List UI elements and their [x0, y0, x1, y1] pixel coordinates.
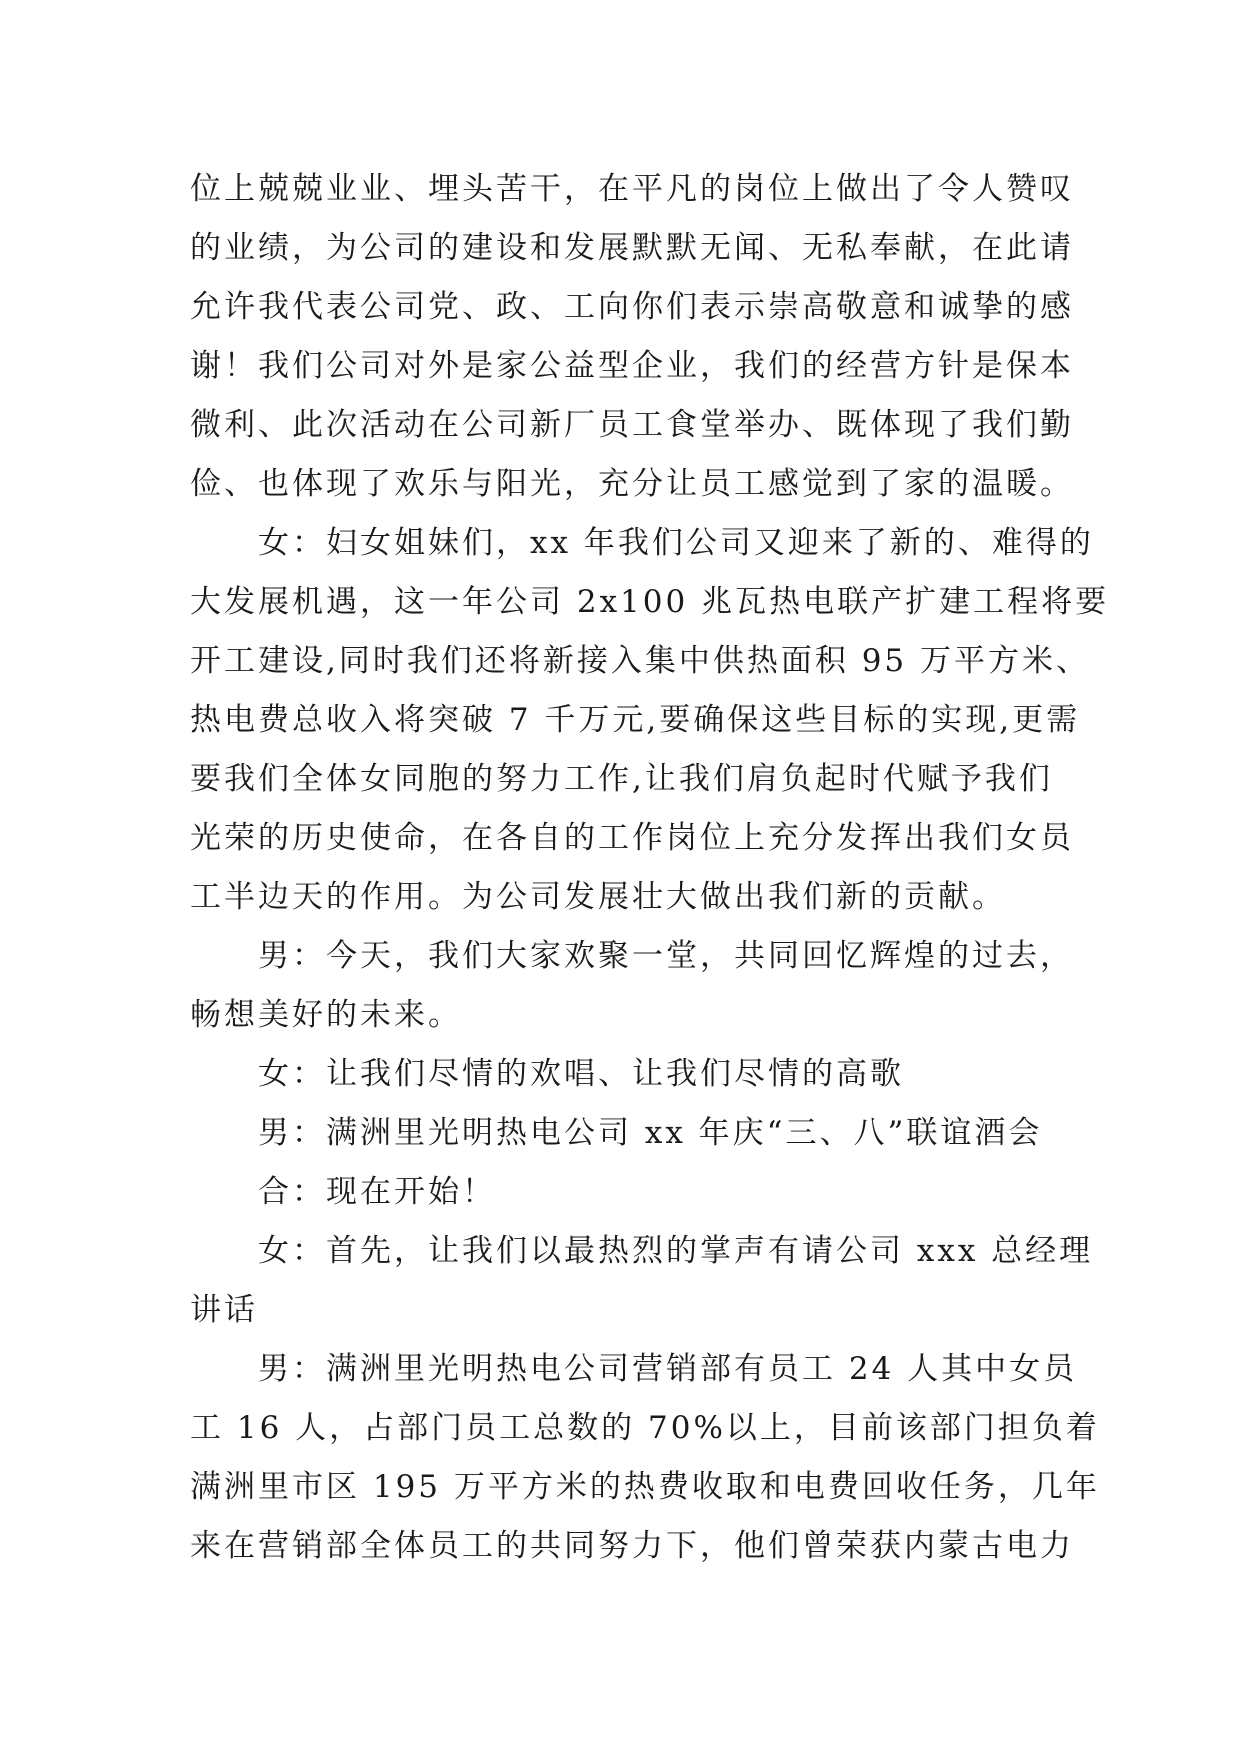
- text-line: 的业绩，为公司的建设和发展默默无闻、无私奉献，在此请: [190, 230, 1074, 266]
- text-line: 合：现在开始！: [258, 1174, 496, 1210]
- text-line: 要我们全体女同胞的努力工作,让我们肩负起时代赋予我们: [190, 761, 1053, 797]
- text-line: 光荣的历史使命，在各自的工作岗位上充分发挥出我们女员: [190, 820, 1074, 856]
- text-line: 女：让我们尽情的欢唱、让我们尽情的高歌: [258, 1056, 904, 1092]
- text-line: 热电费总收入将突破 7 千万元,要确保这些目标的实现,更需: [190, 702, 1081, 738]
- text-line: 微利、此次活动在公司新厂员工食堂举办、既体现了我们勤: [190, 407, 1074, 443]
- text-line: 位上兢兢业业、埋头苦干，在平凡的岗位上做出了令人赞叹: [190, 171, 1074, 207]
- document-body: [190, 160, 1110, 1576]
- text-line: 俭、也体现了欢乐与阳光，充分让员工感觉到了家的温暖。: [190, 466, 1074, 502]
- text-line: 男：满洲里光明热电公司 xx 年庆“三、八”联谊酒会: [258, 1115, 1043, 1151]
- text-line: 工 16 人，占部门员工总数的 70%以上，目前该部门担负着: [190, 1410, 1100, 1446]
- text-line: 女：妇女姐妹们，xx 年我们公司又迎来了新的、难得的: [258, 525, 1094, 561]
- text-line: 满洲里市区 195 万平方米的热费收取和电费回收任务，几年: [190, 1469, 1100, 1505]
- text-line: 允许我代表公司党、政、工向你们表示崇高敬意和诚挚的感: [190, 289, 1074, 325]
- text-line: 大发展机遇，这一年公司 2x100 兆瓦热电联产扩建工程将要: [190, 584, 1110, 620]
- text-line: 畅想美好的未来。: [190, 997, 462, 1033]
- text-line: 来在营销部全体员工的共同努力下，他们曾荣获内蒙古电力: [190, 1528, 1074, 1564]
- text-line: 女：首先，让我们以最热烈的掌声有请公司 xxx 总经理: [258, 1233, 1094, 1269]
- text-line: 工半边天的作用。为公司发展壮大做出我们新的贡献。: [190, 879, 1006, 915]
- text-line: 谢！我们公司对外是家公益型企业，我们的经营方针是保本: [190, 348, 1074, 384]
- text-line: 男：满洲里光明热电公司营销部有员工 24 人其中女员: [258, 1351, 1078, 1387]
- text-line: 男：今天，我们大家欢聚一堂，共同回忆辉煌的过去，: [258, 938, 1074, 974]
- text-line: 讲话: [190, 1292, 258, 1328]
- text-line: 开工建设,同时我们还将新接入集中供热面积 95 万平方米、: [190, 643, 1091, 679]
